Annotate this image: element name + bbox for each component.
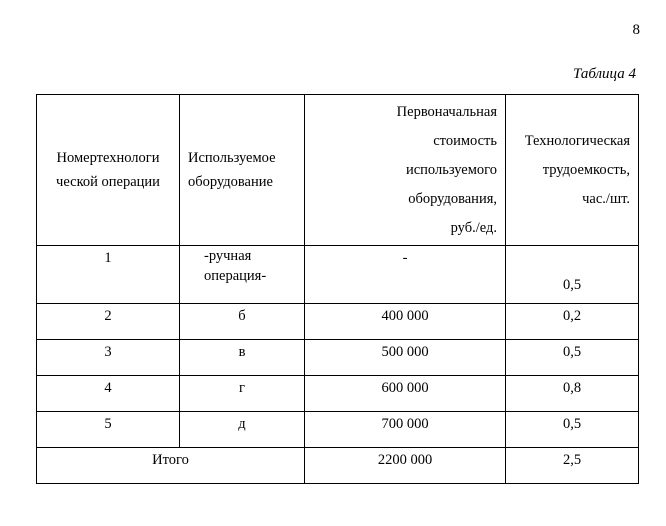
page-number: 8 xyxy=(632,22,640,38)
equipment-table xyxy=(36,94,639,484)
table-row xyxy=(37,340,639,376)
header-equipment: Используемое оборудование xyxy=(180,95,305,246)
cell-cost: - xyxy=(305,246,506,304)
total-row xyxy=(37,448,639,484)
cell-operation: 2 xyxy=(37,304,180,340)
cell-equipment: б xyxy=(180,304,305,340)
header-initial-cost: Первоначальная стоимость используемого оборудования, руб./ед. xyxy=(305,95,506,246)
cell-operation: 4 xyxy=(37,376,180,412)
table-row xyxy=(37,376,639,412)
cell-equipment: д xyxy=(180,412,305,448)
total-labor: 2,5 xyxy=(506,448,639,484)
header-labor-intensity: Технологическая трудоемкость, час./шт. xyxy=(506,95,639,246)
header-operation-number: Номертехнологи ческой операции xyxy=(37,95,180,246)
table-caption: Таблица 4 xyxy=(573,66,636,82)
cell-cost: 400 000 xyxy=(305,304,506,340)
cell-equipment: -ручная операция- xyxy=(180,246,305,304)
table-header-row xyxy=(37,95,639,246)
total-label: Итого xyxy=(37,448,305,484)
total-cost: 2200 000 xyxy=(305,448,506,484)
cell-labor: 0,2 xyxy=(506,304,639,340)
cell-operation: 1 xyxy=(37,246,180,304)
cell-labor: 0,5 xyxy=(506,246,639,304)
cell-equipment: в xyxy=(180,340,305,376)
table-row xyxy=(37,412,639,448)
table-row xyxy=(37,304,639,340)
cell-operation: 3 xyxy=(37,340,180,376)
cell-equipment: г xyxy=(180,376,305,412)
cell-labor: 0,5 xyxy=(506,340,639,376)
cell-labor: 0,5 xyxy=(506,412,639,448)
cell-cost: 700 000 xyxy=(305,412,506,448)
cell-cost: 600 000 xyxy=(305,376,506,412)
cell-operation: 5 xyxy=(37,412,180,448)
cell-cost: 500 000 xyxy=(305,340,506,376)
cell-labor: 0,8 xyxy=(506,376,639,412)
table-row xyxy=(37,246,639,304)
